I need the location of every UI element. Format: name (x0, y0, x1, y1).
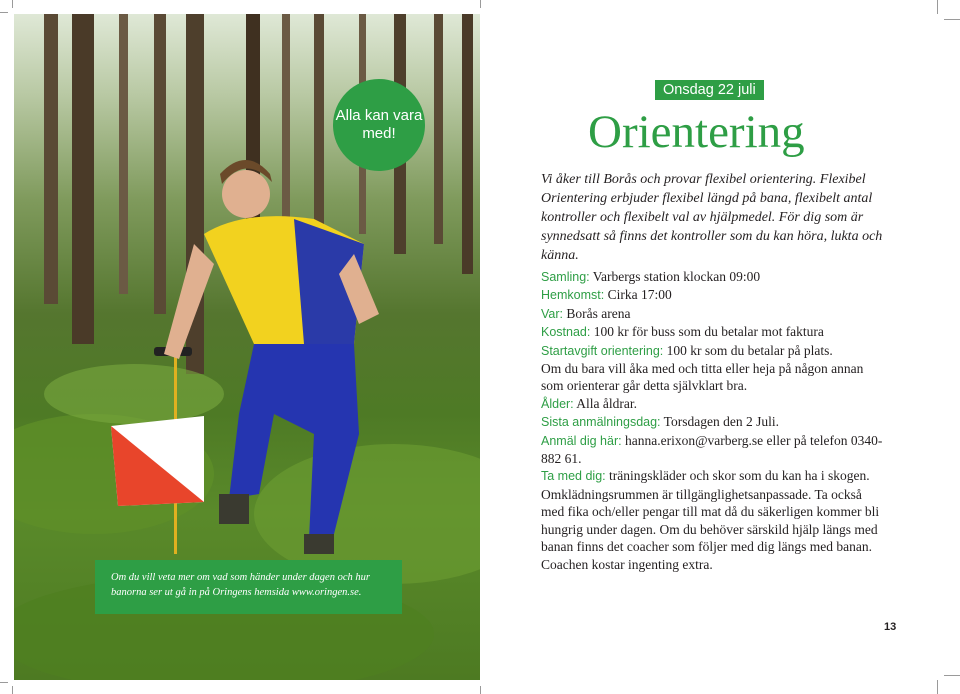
detail-value: hanna.erixon@varberg.se eller på telefon 0340-882 61. (541, 432, 883, 467)
detail-value: Borås arena (566, 305, 631, 321)
everyone-welcome-badge (333, 79, 425, 171)
crop-mark (937, 680, 938, 694)
date-label: Onsdag 22 juli (655, 80, 764, 100)
photo-caption (95, 560, 402, 614)
detail-label: Ålder: (541, 396, 574, 411)
page-number: 13 (884, 621, 897, 633)
detail-ta-med (541, 467, 886, 572)
detail-label: Samling: (541, 270, 590, 284)
detail-anmal (541, 432, 886, 468)
detail-label: Var: (541, 306, 563, 321)
detail-alder (541, 395, 886, 413)
detail-value: Alla åldrar. (576, 395, 638, 411)
crop-mark (0, 682, 8, 683)
caption-text: Om du vill veta mer om vad som händer under dagen och hur banorna ser ut gå in på Oringens hemsida www.oringen.se. (111, 572, 370, 598)
detail-value: 100 kr som du betalar på plats. (666, 342, 833, 358)
crop-mark (937, 0, 938, 14)
detail-label: Startavgift orientering: (541, 343, 664, 358)
detail-value: Torsdagen den 2 Juli. (663, 414, 779, 430)
detail-label: Hemkomst: (541, 288, 605, 303)
detail-hemkomst (541, 286, 886, 304)
crop-mark (480, 0, 481, 8)
detail-value: 100 kr för buss som du betalar mot faktura (593, 324, 824, 340)
detail-var (541, 305, 886, 323)
crop-mark (0, 12, 8, 13)
badge-text: Alla kan vara med! (335, 107, 423, 142)
detail-kostnad (541, 323, 886, 341)
detail-value: träningskläder och skor som du kan ha i skogen. Omklädningsrummen är tillgänglighetsanpassade. Ta också med fika och/eller pengar till mat då du säkerligen kommer bli hungrig under dagen. Om du behöver särskild hjälp längs med banan finns det coacher som följer med dig längs med banan. Coachen kostar ingenting extra. (541, 468, 880, 572)
detail-sista (541, 413, 886, 431)
detail-samling (541, 268, 886, 286)
page-title: Orientering (588, 106, 805, 158)
event-details (541, 268, 886, 573)
crop-mark (12, 0, 13, 8)
detail-value: Cirka 17:00 (607, 287, 672, 303)
intro-paragraph: Vi åker till Borås och provar flexibel orientering. Flexibel Orientering erbjuder flexibel längd på bana, flexibelt antal kontroller och flexibelt val av hjälpmedel. För dig som är synnedsatt så finns det kontroller som du kan höra, lukta och känna. (541, 172, 883, 263)
detail-label: Ta med dig: (541, 469, 606, 484)
crop-mark (944, 675, 960, 676)
crop-mark (12, 686, 13, 694)
detail-value: Varbergs station klockan 09:00 (592, 269, 761, 284)
detail-label: Sista anmälningsdag: (541, 415, 661, 430)
detail-label: Kostnad: (541, 325, 591, 340)
crop-mark (480, 686, 481, 694)
crop-mark (944, 19, 960, 20)
detail-label: Anmäl dig här: (541, 433, 622, 448)
detail-note: Om du bara vill åka med och titta eller heja på någon annan som orienterar går detta självklart bra. (541, 361, 864, 394)
detail-startavgift (541, 342, 886, 360)
